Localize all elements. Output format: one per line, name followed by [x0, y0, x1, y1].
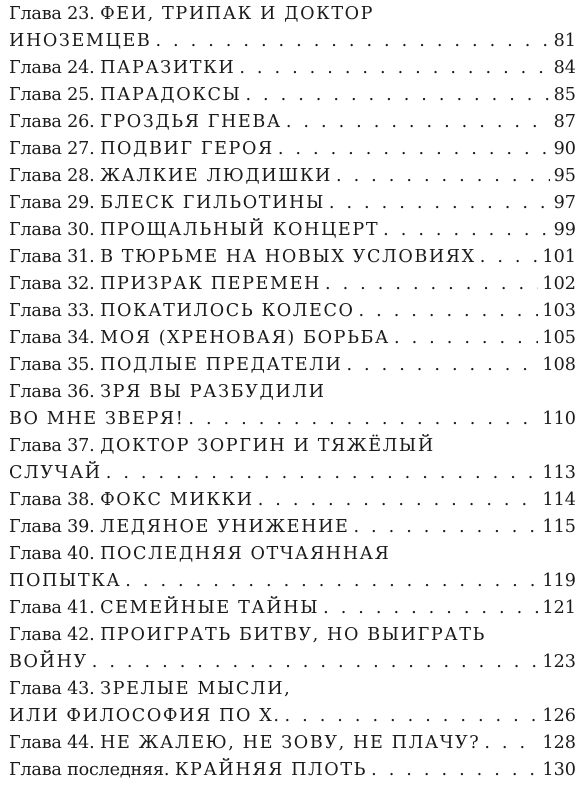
toc-entry [9, 433, 576, 487]
dot-leader [106, 460, 539, 487]
chapter-title: ИЛИ ФИЛОСОФИЯ ПО Х. [9, 706, 281, 726]
chapter-title: ПОДВИГ ГЕРОЯ [100, 139, 274, 159]
page-number: 123 [542, 652, 576, 672]
chapter-number: Глава 34. [9, 328, 95, 348]
page-number: 85 [553, 85, 576, 105]
toc-line [9, 460, 576, 487]
toc-entry [9, 676, 576, 730]
chapter-title: КРАЙНЯЯ ПЛОТЬ [174, 760, 368, 780]
dot-leader [325, 271, 538, 298]
dot-leader [285, 703, 539, 730]
dot-leader [329, 190, 550, 217]
page-number: 108 [542, 355, 576, 375]
dot-leader [394, 325, 538, 352]
page-number: 126 [542, 706, 576, 726]
page-number: 95 [553, 166, 576, 186]
dot-leader [484, 730, 538, 757]
toc-line [9, 730, 576, 757]
toc-entry [9, 541, 576, 595]
dot-leader [336, 163, 550, 190]
chapter-number: Глава 40. [9, 544, 95, 564]
toc-entry [9, 244, 576, 271]
toc-line [9, 163, 576, 190]
page-number: 90 [553, 139, 576, 159]
toc-line [9, 406, 576, 433]
chapter-number: Глава 29. [9, 193, 95, 213]
toc-entry [9, 190, 576, 217]
page-number: 103 [542, 301, 576, 321]
page-number: 84 [553, 58, 576, 78]
toc-entry [9, 136, 576, 163]
toc-line [9, 82, 576, 109]
toc-entry [9, 514, 576, 541]
toc-line [9, 55, 576, 82]
chapter-title: ФЕИ, ТРИПАК И ДОКТОР [100, 4, 375, 24]
toc-line [9, 352, 576, 379]
toc-line [9, 541, 576, 568]
chapter-number: Глава 23. [9, 4, 95, 24]
dot-leader [92, 649, 539, 676]
dot-leader [371, 757, 538, 784]
chapter-title: В ТЮРЬМЕ НА НОВЫХ УСЛОВИЯХ [100, 247, 476, 267]
toc-line [9, 190, 576, 217]
toc-entry [9, 55, 576, 82]
page-number: 105 [542, 328, 576, 348]
dot-leader [188, 406, 538, 433]
page-number: 113 [542, 463, 576, 483]
toc-entry [9, 298, 576, 325]
dot-leader [278, 136, 550, 163]
chapter-number: Глава 27. [9, 139, 95, 159]
chapter-title: НЕ ЖАЛЕЮ, НЕ ЗОВУ, НЕ ПЛАЧУ? [100, 733, 481, 753]
chapter-number: Глава 26. [9, 112, 95, 132]
dot-leader [323, 595, 538, 622]
toc-entry [9, 217, 576, 244]
chapter-title: ДОКТОР ЗОРГИН И ТЯЖЁЛЫЙ [100, 436, 435, 456]
dot-leader [239, 55, 549, 82]
toc-entry [9, 487, 576, 514]
chapter-title: ВО МНЕ ЗВЕРЯ! [9, 409, 185, 429]
chapter-title: БЛЕСК ГИЛЬОТИНЫ [100, 193, 325, 213]
toc-entry [9, 595, 576, 622]
toc-entry [9, 82, 576, 109]
chapter-title: ПАРАЗИТКИ [100, 58, 236, 78]
chapter-title: ИНОЗЕМЦЕВ [9, 31, 152, 51]
chapter-number: Глава 31. [9, 247, 95, 267]
chapter-number: Глава последняя. [9, 760, 170, 780]
chapter-title: ЗРЯ ВЫ РАЗБУДИЛИ [100, 382, 326, 402]
toc-entry [9, 109, 576, 136]
dot-leader [155, 28, 549, 55]
chapter-title: СЛУЧАЙ [9, 463, 102, 483]
toc-line [9, 136, 576, 163]
toc-entry [9, 730, 576, 757]
page-number: 119 [542, 571, 576, 591]
chapter-title: ПРОИГРАТЬ БИТВУ, НО ВЫИГРАТЬ [100, 625, 486, 645]
toc-entry [9, 379, 576, 433]
chapter-number: Глава 37. [9, 436, 95, 456]
page-number: 130 [542, 760, 576, 780]
page-number: 87 [553, 112, 576, 132]
toc-line [9, 649, 576, 676]
table-of-contents [9, 0, 576, 784]
dot-leader [125, 568, 538, 595]
toc-line [9, 271, 576, 298]
page-number: 128 [542, 733, 576, 753]
toc-line [9, 676, 576, 703]
toc-line [9, 757, 576, 784]
page-number: 110 [542, 409, 576, 429]
chapter-title: ПАРАДОКСЫ [100, 85, 242, 105]
chapter-number: Глава 43. [9, 679, 95, 699]
chapter-number: Глава 35. [9, 355, 95, 375]
chapter-title: ПОСЛЕДНЯЯ ОТЧАЯННАЯ [100, 544, 391, 564]
chapter-title: ЗРЕЛЫЕ МЫСЛИ, [100, 679, 292, 699]
chapter-number: Глава 39. [9, 517, 95, 537]
chapter-title: МОЯ (ХРЕНОВАЯ) БОРЬБА [100, 328, 390, 348]
toc-line [9, 1, 576, 28]
page-number: 101 [542, 247, 576, 267]
dot-leader [353, 514, 538, 541]
toc-line [9, 595, 576, 622]
toc-line [9, 325, 576, 352]
toc-line [9, 28, 576, 55]
toc-line [9, 568, 576, 595]
chapter-number: Глава 33. [9, 301, 95, 321]
chapter-number: Глава 24. [9, 58, 95, 78]
toc-line [9, 433, 576, 460]
page-number: 114 [542, 490, 576, 510]
chapter-number: Глава 42. [9, 625, 95, 645]
chapter-title: ЛЕДЯНОЕ УНИЖЕНИЕ [100, 517, 350, 537]
chapter-title: ЖАЛКИЕ ЛЮДИШКИ [100, 166, 333, 186]
chapter-title: ПРОЩАЛЬНЫЙ КОНЦЕРТ [100, 220, 380, 240]
page-number: 97 [553, 193, 576, 213]
toc-entry [9, 325, 576, 352]
toc-entry [9, 757, 576, 784]
dot-leader [346, 352, 538, 379]
toc-line [9, 298, 576, 325]
chapter-title: ФОКС МИККИ [100, 490, 254, 510]
chapter-number: Глава 36. [9, 382, 95, 402]
toc-line [9, 244, 576, 271]
toc-entry [9, 352, 576, 379]
toc-line [9, 217, 576, 244]
toc-line [9, 514, 576, 541]
chapter-title: ПОПЫТКА [9, 571, 122, 591]
chapter-title: ПРИЗРАК ПЕРЕМЕН [100, 274, 322, 294]
toc-line [9, 622, 576, 649]
chapter-title: ВОЙНУ [9, 652, 88, 672]
chapter-number: Глава 32. [9, 274, 95, 294]
chapter-number: Глава 25. [9, 85, 95, 105]
dot-leader [286, 109, 550, 136]
chapter-number: Глава 28. [9, 166, 95, 186]
toc-entry [9, 163, 576, 190]
page-number: 99 [553, 220, 576, 240]
toc-entry [9, 622, 576, 676]
chapter-title: ПОДЛЫЕ ПРЕДАТЕЛИ [100, 355, 343, 375]
chapter-title: ГРОЗДЬЯ ГНЕВА [100, 112, 282, 132]
chapter-number: Глава 41. [9, 598, 95, 618]
dot-leader [245, 82, 549, 109]
dot-leader [480, 244, 539, 271]
dot-leader [359, 298, 539, 325]
toc-line [9, 703, 576, 730]
toc-line [9, 109, 576, 136]
chapter-title: СЕМЕЙНЫЕ ТАЙНЫ [100, 598, 320, 618]
page-number: 121 [542, 598, 576, 618]
chapter-number: Глава 30. [9, 220, 95, 240]
dot-leader [383, 217, 549, 244]
toc-entry [9, 271, 576, 298]
chapter-number: Глава 38. [9, 490, 95, 510]
chapter-number: Глава 44. [9, 733, 95, 753]
page-number: 102 [542, 274, 576, 294]
toc-entry [9, 1, 576, 55]
page-number: 115 [542, 517, 576, 537]
toc-line [9, 487, 576, 514]
chapter-title: ПОКАТИЛОСЬ КОЛЕСО [100, 301, 355, 321]
toc-line [9, 379, 576, 406]
dot-leader [258, 487, 539, 514]
page-number: 81 [553, 31, 576, 51]
